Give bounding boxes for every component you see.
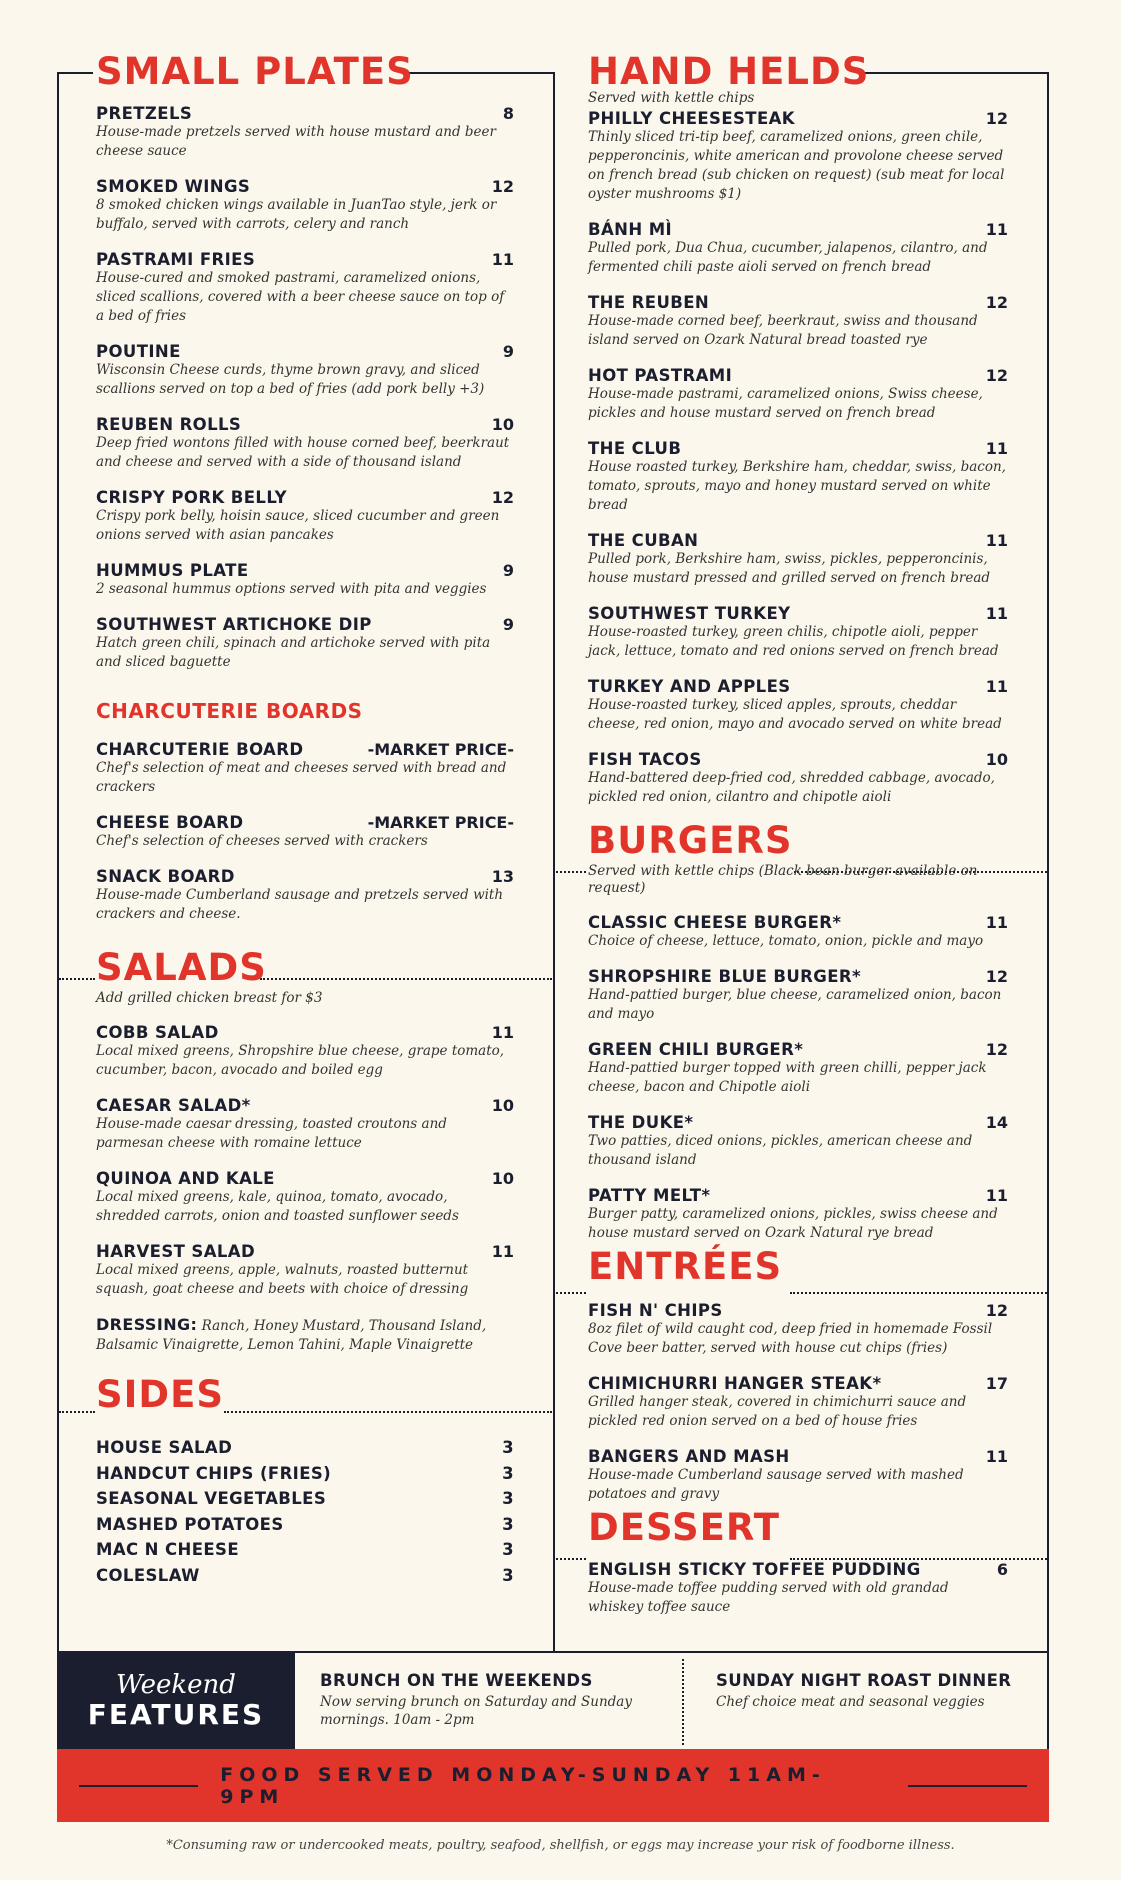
section-title-hand-helds: HAND HELDS	[588, 50, 870, 93]
menu-item-name: SOUTHWEST ARTICHOKE DIP	[96, 615, 372, 634]
menu-item	[588, 1040, 1008, 1097]
hours-banner	[57, 1749, 1049, 1822]
menu-item-header	[588, 1040, 1008, 1059]
menu-item-description: Burger patty, caramelized onions, pickles, swiss cheese and house mustard served on Ozark Natural rye bread	[588, 1206, 998, 1241]
menu-item-name: PASTRAMI FRIES	[96, 250, 256, 269]
menu-item-header	[588, 1447, 1008, 1466]
menu-item-header	[588, 1560, 1008, 1579]
menu-item-header	[588, 366, 1008, 385]
menu-item-name: SNACK BOARD	[96, 867, 235, 886]
menu-item-header	[96, 488, 514, 507]
menu-item	[96, 1096, 514, 1153]
menu-item-header	[588, 1301, 1008, 1320]
menu-item	[96, 740, 514, 797]
menu-item-name: PATTY MELT*	[588, 1186, 711, 1205]
feature-roast-desc: Chef choice meat and seasonal veggies	[716, 1694, 985, 1710]
menu-item-description: House roasted turkey, Berkshire ham, cheddar, swiss, bacon, tomato, sprouts, mayo and honey mustard served on white bread	[588, 459, 1006, 513]
menu-item-header	[96, 813, 514, 832]
menu-item-name: CHIMICHURRI HANGER STEAK*	[588, 1374, 882, 1393]
side-item-name: HANDCUT CHIPS (FRIES)	[96, 1463, 332, 1483]
menu-item-description: House-made caesar dressing, toasted croutons and parmesan cheese with romaine lettuce	[96, 1116, 447, 1151]
menu-item-name: HOT PASTRAMI	[588, 366, 733, 385]
hand-helds-list	[588, 109, 1008, 807]
left-column	[96, 50, 514, 1588]
menu-item-price: 10	[491, 1096, 514, 1115]
menu-item-description: Wisconsin Cheese curds, thyme brown gravy, and sliced scallions served on top a bed of fries (add pork belly +3)	[96, 362, 485, 397]
menu-item-name: PRETZELS	[96, 104, 193, 123]
section-title-small-plates: SMALL PLATES	[96, 50, 414, 93]
menu-item-price: 12	[985, 366, 1008, 385]
menu-item-name: CRISPY PORK BELLY	[96, 488, 288, 507]
menu-item-header	[588, 967, 1008, 986]
feature-roast-title: SUNDAY NIGHT ROAST DINNER	[716, 1671, 1012, 1690]
menu-item-description: Chef's selection of cheeses served with crackers	[96, 833, 428, 849]
menu-item-header	[96, 415, 514, 434]
menu-item-header	[96, 1242, 514, 1261]
menu-item	[588, 293, 1008, 350]
menu-item-price: 11	[985, 531, 1008, 550]
food-safety-disclaimer: *Consuming raw or undercooked meats, poultry, seafood, shellfish, or eggs may increase your risk of foodborne illness.	[166, 1838, 955, 1853]
menu-item-price: 11	[491, 1242, 514, 1261]
menu-item	[588, 366, 1008, 423]
menu-item	[588, 967, 1008, 1024]
menu-item-description: Choice of cheese, lettuce, tomato, onion, pickle and mayo	[588, 933, 984, 949]
menu-item-description: House-roasted turkey, sliced apples, sprouts, cheddar cheese, red onion, mayo and avocado served on white bread	[588, 697, 1002, 732]
menu-item-description: House-roasted turkey, green chilis, chipotle aioli, pepper jack, lettuce, tomato and red onions served on french bread	[588, 624, 999, 659]
menu-item-name: COBB SALAD	[96, 1023, 219, 1042]
menu-item-description: Grilled hanger steak, covered in chimichurri sauce and pickled red onion served on a bed of house fries	[588, 1394, 967, 1429]
section-title-dessert: DESSERT	[588, 1506, 780, 1549]
menu-item-price: 11	[491, 250, 514, 269]
side-item-price: 3	[502, 1514, 514, 1534]
menu-item-name: REUBEN ROLLS	[96, 415, 242, 434]
section-divider	[59, 1411, 95, 1413]
side-item-price: 3	[502, 1489, 514, 1509]
banner-rule	[79, 1785, 198, 1787]
menu-item	[588, 913, 1008, 951]
feature-brunch-desc: Now serving brunch on Saturday and Sunday mornings. 10am - 2pm	[320, 1694, 632, 1728]
menu-item	[96, 415, 514, 472]
menu-item-header	[96, 104, 514, 123]
dressing-info	[96, 1315, 514, 1355]
menu-item-name: PHILLY CHEESESTEAK	[588, 109, 795, 128]
menu-item	[588, 1113, 1008, 1170]
side-item-price: 3	[502, 1565, 514, 1585]
menu-item-price: 13	[491, 867, 514, 886]
features-heading: FEATURES	[87, 1698, 265, 1731]
menu-item	[96, 867, 514, 924]
side-item	[96, 1512, 514, 1538]
entrees-list	[588, 1301, 1008, 1504]
side-item-price: 3	[502, 1540, 514, 1560]
section-divider	[59, 978, 95, 980]
side-item-name: COLESLAW	[96, 1565, 200, 1585]
menu-item-header	[588, 677, 1008, 696]
menu-item-description: 8 smoked chicken wings available in JuanTao style, jerk or buffalo, served with carrots, celery and ranch	[96, 197, 497, 232]
menu-item-header	[588, 293, 1008, 312]
menu-item-price: 11	[985, 677, 1008, 696]
menu-item-description: House-made toffee pudding served with old grandad whiskey toffee sauce	[588, 1580, 949, 1615]
menu-item-name: QUINOA AND KALE	[96, 1169, 275, 1188]
menu-item	[96, 1242, 514, 1299]
menu-item-header	[96, 342, 514, 361]
side-item-name: SEASONAL VEGETABLES	[96, 1489, 327, 1509]
menu-item-name: THE REUBEN	[588, 293, 710, 312]
menu-item-name: SMOKED WINGS	[96, 177, 251, 196]
menu-item-price: 11	[491, 1023, 514, 1042]
menu-item	[588, 109, 1008, 204]
menu-item-price: 10	[985, 750, 1008, 769]
side-item-name: MAC N CHEESE	[96, 1540, 240, 1560]
menu-item-name: SOUTHWEST TURKEY	[588, 604, 791, 623]
side-item-name: HOUSE SALAD	[96, 1438, 233, 1458]
menu-item-price: -MARKET PRICE-	[367, 740, 514, 759]
menu-item-description: Local mixed greens, Shropshire blue cheese, grape tomato, cucumber, bacon, avocado and boiled egg	[96, 1043, 505, 1078]
menu-item	[96, 561, 514, 599]
section-divider	[556, 1292, 586, 1294]
menu-item-name: BANGERS AND MASH	[588, 1447, 790, 1466]
menu-item-price: 9	[502, 561, 514, 580]
menu-item-description: House-made Cumberland sausage and pretzels served with crackers and cheese.	[96, 887, 504, 922]
menu-item-description: Pulled pork, Dua Chua, cucumber, jalapenos, cilantro, and fermented chili paste aioli served on french bread	[588, 240, 988, 275]
burgers-note: Served with kettle chips (Black bean burger available on request)	[588, 863, 978, 896]
side-item	[96, 1435, 514, 1461]
menu-item-description: Thinly sliced tri-tip beef, caramelized onions, green chile, pepperoncinis, white american and provolone cheese served on french bread (sub chicken on request) (sub meat for local oyster mushrooms $1)	[588, 129, 1005, 202]
menu-item-price: 12	[491, 177, 514, 196]
menu-item-name: TURKEY AND APPLES	[588, 677, 791, 696]
menu-item-price: 9	[502, 342, 514, 361]
menu-item-description: 8oz filet of wild caught cod, deep fried in homemade Fossil Cove beer batter, served with house cut chips (fries)	[588, 1321, 993, 1356]
menu-item-description: Local mixed greens, apple, walnuts, roasted butternut squash, goat cheese and beets with choice of dressing	[96, 1262, 469, 1297]
section-title-burgers: BURGERS	[588, 819, 793, 862]
menu-item-name: CHEESE BOARD	[96, 813, 244, 832]
menu-item-price: 6	[996, 1560, 1008, 1579]
menu-item-description: Hand-pattied burger topped with green chilli, pepper jack cheese, bacon and Chipotle aioli	[588, 1060, 987, 1095]
menu-item-header	[588, 750, 1008, 769]
burgers-list	[588, 913, 1008, 1243]
menu-item-header	[588, 1374, 1008, 1393]
menu-item-description: Hand-pattied burger, blue cheese, caramelized onion, bacon and mayo	[588, 987, 1002, 1022]
menu-item-header	[588, 220, 1008, 239]
dessert-list	[588, 1560, 1008, 1617]
menu-item-header	[96, 740, 514, 759]
hours-text: FOOD SERVED MONDAY-SUNDAY 11AM-9PM	[220, 1763, 826, 1808]
features-weekend-text: Weekend	[116, 1670, 236, 1700]
menu-item-name: POUTINE	[96, 342, 181, 361]
menu-item-header	[588, 531, 1008, 550]
menu-item-price: 8	[502, 104, 514, 123]
menu-item	[588, 439, 1008, 515]
banner-rule	[908, 1785, 1027, 1787]
menu-item-price: 12	[985, 1301, 1008, 1320]
menu-item-description: Deep fried wontons filled with house corned beef, beerkraut and cheese and served with a side of thousand island	[96, 435, 510, 470]
side-item	[96, 1563, 514, 1589]
hand-helds-note: Served with kettle chips	[588, 90, 755, 106]
features-divider	[682, 1659, 684, 1745]
menu-item-price: 12	[985, 293, 1008, 312]
side-item	[96, 1486, 514, 1512]
side-item-price: 3	[502, 1438, 514, 1458]
menu-item-description: Hatch green chili, spinach and artichoke served with pita and sliced baguette	[96, 635, 491, 670]
menu-item-header	[96, 1169, 514, 1188]
menu-item-name: HUMMUS PLATE	[96, 561, 249, 580]
menu-item-name: CLASSIC CHEESE BURGER*	[588, 913, 842, 932]
menu-item-name: SHROPSHIRE BLUE BURGER*	[588, 967, 862, 986]
menu-item	[96, 250, 514, 326]
menu-item-price: 12	[985, 967, 1008, 986]
menu-item-description: Pulled pork, Berkshire ham, swiss, pickles, pepperoncinis, house mustard pressed and grilled served on french bread	[588, 551, 991, 586]
menu-item-name: GREEN CHILI BURGER*	[588, 1040, 804, 1059]
menu-item-price: 12	[985, 109, 1008, 128]
section-divider	[556, 871, 586, 873]
salads-note: Add grilled chicken breast for $3	[96, 990, 323, 1006]
section-title-charcuterie: CHARCUTERIE BOARDS	[96, 699, 363, 723]
menu-item-name: BÁNH MÌ	[588, 220, 673, 239]
menu-item	[588, 1374, 1008, 1431]
menu-item-price: 11	[985, 220, 1008, 239]
menu-item	[96, 104, 514, 161]
menu-item-header	[96, 1096, 514, 1115]
menu-item-name: FISH TACOS	[588, 750, 702, 769]
menu-item-description: Local mixed greens, kale, quinoa, tomato, avocado, shredded carrots, onion and toasted sunflower seeds	[96, 1189, 459, 1224]
menu-item-price: 11	[985, 604, 1008, 623]
menu-item-name: THE DUKE*	[588, 1113, 694, 1132]
menu-item-header	[588, 1186, 1008, 1205]
feature-brunch	[320, 1671, 665, 1729]
menu-item-price: 12	[491, 488, 514, 507]
menu-item-header	[96, 561, 514, 580]
section-title-sides: SIDES	[96, 1373, 225, 1416]
menu-item-description: House-made Cumberland sausage served with mashed potatoes and gravy	[588, 1467, 964, 1502]
menu-item	[588, 604, 1008, 661]
menu-item-price: 11	[985, 1186, 1008, 1205]
menu-item-description: Two patties, diced onions, pickles, american cheese and thousand island	[588, 1133, 973, 1168]
section-title-salads: SALADS	[96, 946, 267, 989]
menu-item-header	[588, 1113, 1008, 1132]
menu-item	[588, 750, 1008, 807]
menu-item-description: House-made corned beef, beerkraut, swiss and thousand island served on Ozark Natural bread toasted rye	[588, 313, 978, 348]
menu-item-name: CAESAR SALAD*	[96, 1096, 251, 1115]
menu-item-header	[96, 1023, 514, 1042]
menu-item-price: 9	[502, 615, 514, 634]
section-title-entrees: ENTRÉES	[588, 1245, 783, 1288]
menu-item-name: HARVEST SALAD	[96, 1242, 256, 1261]
side-item	[96, 1537, 514, 1563]
menu-item-price: 10	[491, 1169, 514, 1188]
frame-top-line	[57, 72, 93, 74]
menu-item-header	[588, 109, 1008, 128]
sides-list	[96, 1435, 514, 1588]
charcuterie-list	[96, 740, 514, 924]
menu-item-name: THE CUBAN	[588, 531, 699, 550]
right-column	[588, 50, 1008, 1617]
menu-item	[588, 677, 1008, 734]
side-item-name: MASHED POTATOES	[96, 1514, 284, 1534]
menu-item-price: 17	[985, 1374, 1008, 1393]
weekend-features	[57, 1651, 1049, 1749]
menu-item-name: FISH N' CHIPS	[588, 1301, 723, 1320]
side-item	[96, 1461, 514, 1487]
small-plates-section	[96, 50, 514, 94]
menu-item-header	[96, 615, 514, 634]
menu-item-description: House-made pastrami, caramelized onions, Swiss cheese, pickles and house mustard served on french bread	[588, 386, 983, 421]
menu-item	[588, 1186, 1008, 1243]
menu-item	[588, 1560, 1008, 1617]
small-plates-list	[96, 104, 514, 672]
menu-item	[96, 488, 514, 545]
menu-item-price: 10	[491, 415, 514, 434]
dressing-label: DRESSING:	[96, 1315, 198, 1334]
menu-item-description: Chef's selection of meat and cheeses served with bread and crackers	[96, 760, 507, 795]
feature-brunch-title: BRUNCH ON THE WEEKENDS	[320, 1671, 593, 1690]
menu-item	[96, 615, 514, 672]
features-badge	[57, 1653, 295, 1749]
menu-item	[588, 1447, 1008, 1504]
menu-item-header	[96, 250, 514, 269]
menu-item-name: CHARCUTERIE BOARD	[96, 740, 304, 759]
menu-item-description: 2 seasonal hummus options served with pita and veggies	[96, 581, 487, 597]
menu-item	[588, 531, 1008, 588]
menu-item-name: THE CLUB	[588, 439, 682, 458]
menu-item-description: House-made pretzels served with house mustard and beer cheese sauce	[96, 124, 496, 159]
section-divider	[556, 1558, 586, 1560]
menu-item	[588, 220, 1008, 277]
menu-item-header	[588, 913, 1008, 932]
menu-item-header	[588, 604, 1008, 623]
menu-item-header	[96, 867, 514, 886]
menu-item-header	[588, 439, 1008, 458]
menu-item	[588, 1301, 1008, 1358]
menu-item-price: 12	[985, 1040, 1008, 1059]
menu-item-description: Hand-battered deep-fried cod, shredded cabbage, avocado, pickled red onion, cilantro and chipotle aioli	[588, 770, 995, 805]
menu-item-price: 11	[985, 913, 1008, 932]
menu-item-price: 14	[985, 1113, 1008, 1132]
menu-item-name: ENGLISH STICKY TOFFEE PUDDING	[588, 1560, 921, 1579]
menu-item-header	[96, 177, 514, 196]
menu-item-price: 11	[985, 439, 1008, 458]
menu-item-description: House-cured and smoked pastrami, caramelized onions, sliced scallions, covered with a beer cheese sauce on top of a bed of fries	[96, 270, 505, 324]
side-item-price: 3	[502, 1463, 514, 1483]
menu-item-price: 11	[985, 1447, 1008, 1466]
menu-item	[96, 1023, 514, 1080]
column-divider	[553, 72, 555, 1652]
menu-item	[96, 1169, 514, 1226]
menu-item-description: Crispy pork belly, hoisin sauce, sliced cucumber and green onions served with asian pancakes	[96, 508, 500, 543]
dressing-options: Ranch, Honey Mustard, Thousand Island, Balsamic Vinaigrette, Lemon Tahini, Maple Vinaigrette	[96, 1318, 487, 1353]
feature-roast	[716, 1671, 1036, 1711]
menu-item	[96, 177, 514, 234]
menu-item	[96, 342, 514, 399]
salads-list	[96, 1023, 514, 1299]
menu-item	[96, 813, 514, 851]
menu-item-price: -MARKET PRICE-	[367, 813, 514, 832]
